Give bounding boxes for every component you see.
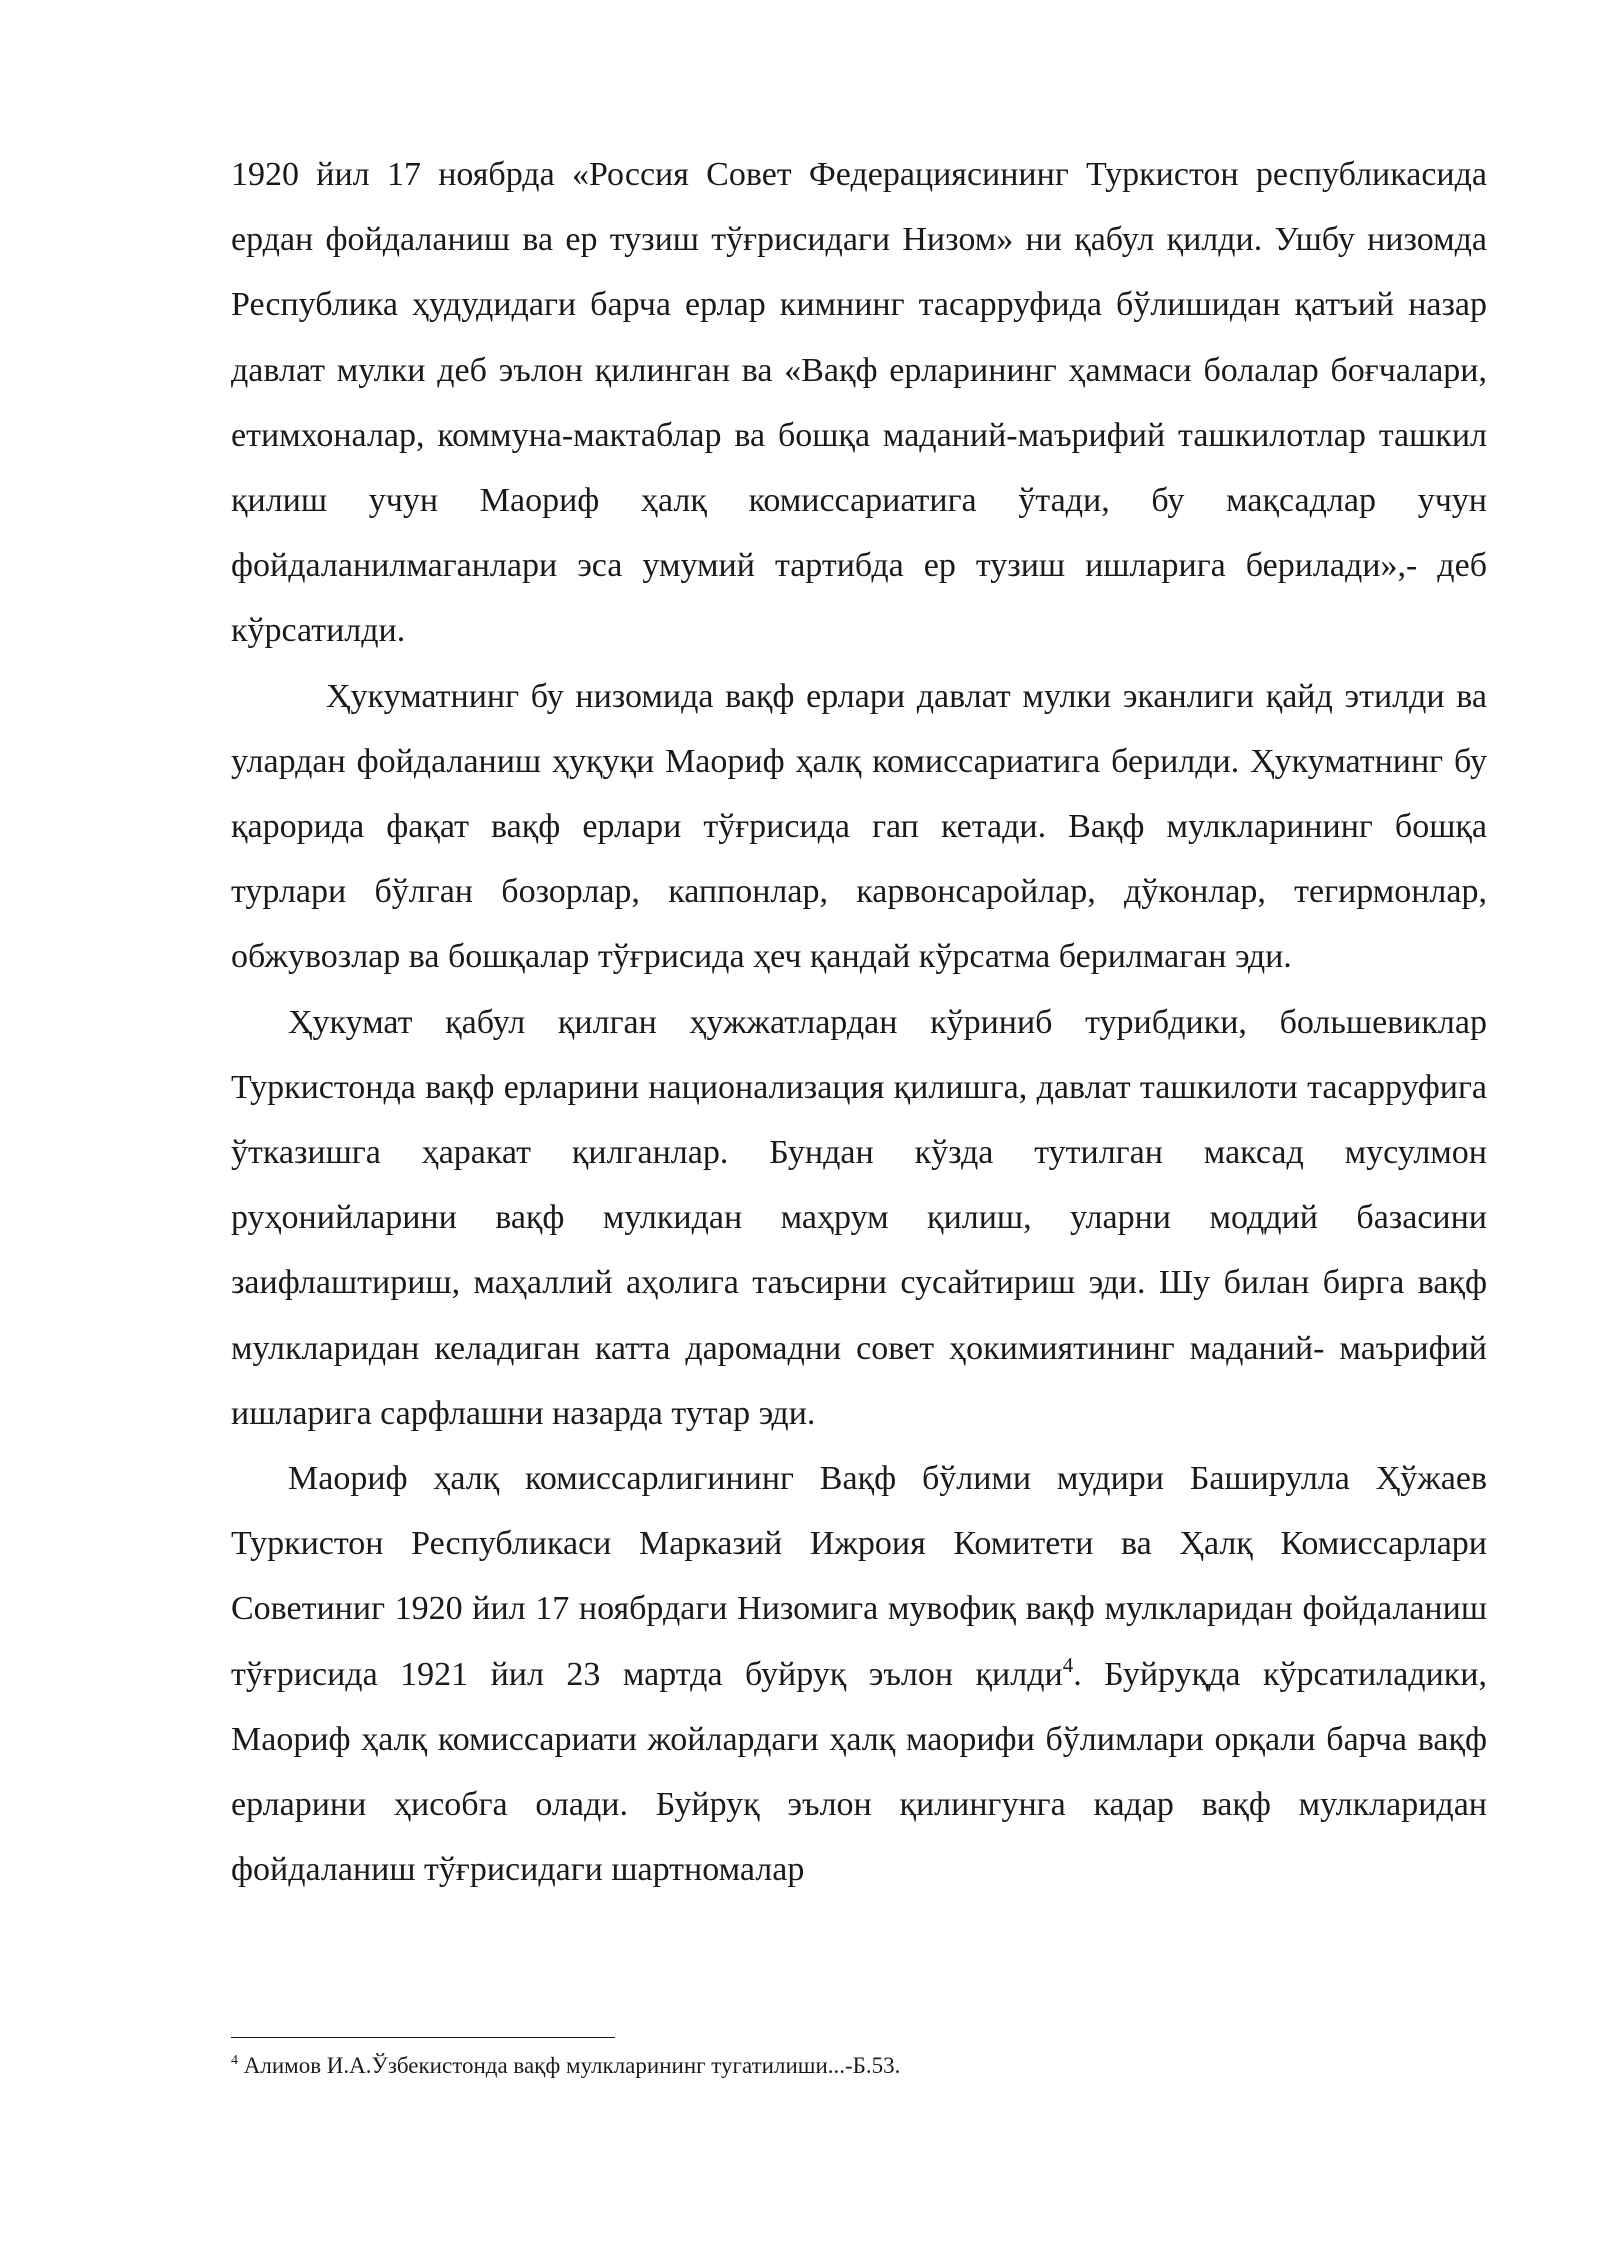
paragraph-4 <box>231 1446 1487 1902</box>
footnote-number: 4 <box>231 2053 238 2068</box>
paragraph-2: Ҳукуматнинг бу низомида вақф ерлари давлат мулки эканлиги қайд этилди ва улардан фойдаланиш ҳуқуқи Маориф ҳалқ комиссариатига берилди. Ҳукуматнинг бу қарорида фақат вақф ерлари тўғрисида гап кетади. Вақф мулкларининг бошқа турлари бўлган бозорлар, каппонлар, карвонсаройлар, дўконлар, тегирмонлар, обжувозлар ва бошқалар тўғрисида ҳеч қандай кўрсатма берилмаган эди. <box>231 677 1487 976</box>
document-body <box>231 142 1487 1902</box>
paragraph-3: Ҳукумат қабул қилган ҳужжатлардан кўриниб турибдики, большевиклар Туркистонда вақф ерларини национализация қилишга, давлат ташкилоти тасарруфига ўтказишга ҳаракат қилганлар. Бундан кўзда тутилган максад мусулмон руҳонийларини вақф мулкидан маҳрум қилиш, уларни моддий базасини заифлаштириш, маҳаллий аҳолига таъсирни сусайтириш эди. Шу билан бирга вақф мулкларидан келадиган катта даромадни совет ҳокимиятининг маданий- маърифий ишларига сарфлашни назарда тутар эди. <box>231 1003 1487 1432</box>
paragraph-4-text-before: Маориф ҳалқ комиссарлигининг Вақф бўлими мудири Баширулла Ҳўжаев Туркистон Республикаси Марказий Ижроия Комитети ва Ҳалқ Комиссарлари Советиниг 1920 йил 17 ноябрдаги Низомига мувофиқ вақф мулкларидан фойдаланиш тўғрисида 1921 йил 23 мартда буйруқ эълон қилди <box>231 1460 1487 1693</box>
footnote-separator <box>231 2037 615 2038</box>
footnote-text: Алимов И.А.Ўзбекистонда вақф мулкларининг тугатилиши...-Б.53. <box>238 2053 901 2078</box>
paragraph-1: 1920 йил 17 ноябрда «Россия Совет Федерациясининг Туркистон республикасида ердан фойдаланиш ва ер тузиш тўғрисидаги Низом» ни қабул қилди. Ушбу низомда Республика ҳудудидаги барча ерлар кимнинг тасарруфида бўлишидан қатъий назар давлат мулки деб эълон қилинган ва «Вақф ерларининг ҳаммаси болалар боғчалари, етимхоналар, коммуна-мактаблар ва бошқа маданий-маърифий ташкилотлар ташкил қилиш учун Маориф ҳалқ комиссариатига ўтади, бу мақсадлар учун фойдаланилмаганлари эса умумий тартибда ер тузиш ишларига берилади»,- деб кўрсатилди. <box>231 156 1487 650</box>
footnote <box>231 2050 1487 2082</box>
footnote-reference[interactable]: 4 <box>1062 1652 1074 1677</box>
paragraph-4-text-after: . Буйруқда кўрсатиладики, Маориф ҳалқ комиссариати жойлардаги ҳалқ маорифи бўлимлари орқали барча вақф ерларини ҳисобга олади. Буйруқ эълон қилингунга кадар вақф мулкларидан фойдаланиш тўғрисидаги шартномалар <box>231 1655 1487 1889</box>
